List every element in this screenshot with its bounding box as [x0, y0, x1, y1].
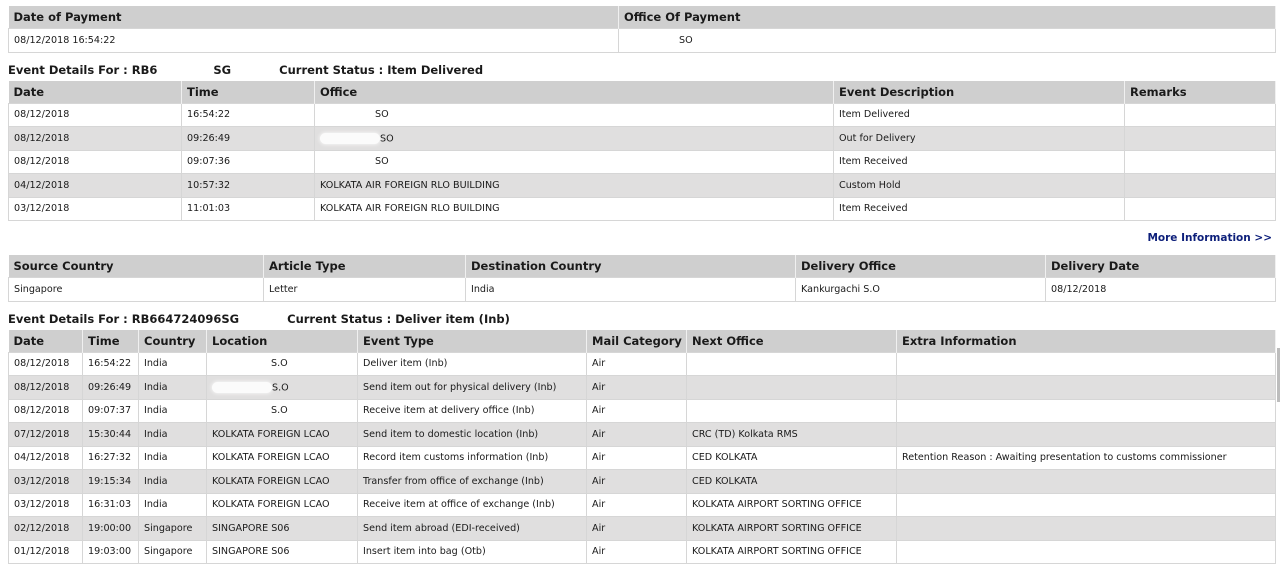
cell-country: India: [139, 446, 207, 470]
cell-remarks: [1125, 150, 1276, 174]
cell-destination-country: India: [466, 278, 796, 302]
event2-label: Event Details For : RB664724096SG: [8, 311, 240, 326]
cell-location: SINGAPORE S06: [207, 517, 358, 541]
cell-date: 04/12/2018: [9, 446, 83, 470]
table-row: [9, 470, 1276, 494]
cell-next-office: CED KOLKATA: [687, 470, 897, 494]
table-row: [9, 150, 1276, 174]
cell-date: 08/12/2018: [9, 127, 182, 151]
cell-country: India: [139, 376, 207, 400]
cell-office: [315, 127, 834, 151]
payment-office: [619, 29, 1276, 53]
cell-location: SINGAPORE S06: [207, 540, 358, 564]
cell-time: 16:54:22: [83, 352, 139, 376]
cell-event-type: Receive item at delivery office (Inb): [358, 399, 587, 423]
event1-label-suffix: SG: [213, 62, 232, 77]
cell-extra-information: Retention Reason : Awaiting presentation to customs commissioner: [897, 446, 1276, 470]
cell-date: 08/12/2018: [9, 103, 182, 127]
cell-country: Singapore: [139, 517, 207, 541]
table-row: [9, 197, 1276, 221]
cell-location: KOLKATA FOREIGN LCAO: [207, 446, 358, 470]
cell-mail-category: Air: [587, 446, 687, 470]
table-row: [9, 127, 1276, 151]
tracking-page: [8, 6, 1276, 564]
summary-table: [8, 255, 1276, 302]
cell-next-office: CRC (TD) Kolkata RMS: [687, 423, 897, 447]
event2-col-next-office: Next Office: [687, 330, 897, 353]
event2-col-extra-information: Extra Information: [897, 330, 1276, 353]
event2-table: [8, 330, 1276, 565]
cell-date: 02/12/2018: [9, 517, 83, 541]
col-office-of-payment: Office Of Payment: [619, 6, 1276, 29]
table-row: [9, 493, 1276, 517]
cell-mail-category: Air: [587, 399, 687, 423]
cell-country: India: [139, 352, 207, 376]
cell-office: KOLKATA AIR FOREIGN RLO BUILDING: [315, 174, 834, 198]
table-row: [9, 103, 1276, 127]
cell-article-type: Letter: [264, 278, 466, 302]
event1-col-time: Time: [182, 81, 315, 104]
event1-col-description: Event Description: [834, 81, 1125, 104]
cell-remarks: [1125, 127, 1276, 151]
col-date-of-payment: Date of Payment: [9, 6, 619, 29]
cell-mail-category: Air: [587, 540, 687, 564]
cell-office: [315, 150, 834, 174]
event2-col-country: Country: [139, 330, 207, 353]
cell-description: Out for Delivery: [834, 127, 1125, 151]
cell-time: 16:27:32: [83, 446, 139, 470]
cell-time: 19:03:00: [83, 540, 139, 564]
cell-next-office: [687, 352, 897, 376]
cell-date: 04/12/2018: [9, 174, 182, 198]
redacted-mark: [212, 382, 272, 393]
cell-location: KOLKATA FOREIGN LCAO: [207, 470, 358, 494]
cell-location: KOLKATA FOREIGN LCAO: [207, 423, 358, 447]
cell-extra-information: [897, 470, 1276, 494]
payment-office-text: SO: [679, 34, 693, 46]
location-text: S.O: [271, 405, 288, 417]
cell-office: KOLKATA AIR FOREIGN RLO BUILDING: [315, 197, 834, 221]
event2-col-location: Location: [207, 330, 358, 353]
cell-next-office: [687, 376, 897, 400]
cell-mail-category: Air: [587, 352, 687, 376]
table-row: [9, 446, 1276, 470]
cell-time: 09:26:49: [182, 127, 315, 151]
table-row: [9, 540, 1276, 564]
event2-col-date: Date: [9, 330, 83, 353]
cell-remarks: [1125, 103, 1276, 127]
col-article-type: Article Type: [264, 255, 466, 278]
event2-col-event-type: Event Type: [358, 330, 587, 353]
cell-country: Singapore: [139, 540, 207, 564]
event2-col-time: Time: [83, 330, 139, 353]
cell-date: 08/12/2018: [9, 352, 83, 376]
cell-time: 09:26:49: [83, 376, 139, 400]
cell-date: 03/12/2018: [9, 493, 83, 517]
cell-date: 08/12/2018: [9, 150, 182, 174]
cell-description: Item Received: [834, 197, 1125, 221]
cell-delivery-date: 08/12/2018: [1046, 278, 1276, 302]
payment-date: 08/12/2018 16:54:22: [9, 29, 619, 53]
event1-col-remarks: Remarks: [1125, 81, 1276, 104]
table-row: [9, 376, 1276, 400]
cell-description: Custom Hold: [834, 174, 1125, 198]
cell-date: 01/12/2018: [9, 540, 83, 564]
more-information-link[interactable]: More Information >>: [1147, 232, 1272, 244]
cell-country: India: [139, 493, 207, 517]
cell-extra-information: [897, 399, 1276, 423]
cell-country: India: [139, 399, 207, 423]
table-row: [9, 278, 1276, 302]
cell-date: 03/12/2018: [9, 197, 182, 221]
col-source-country: Source Country: [9, 255, 264, 278]
cell-date: 03/12/2018: [9, 470, 83, 494]
event2-col-mail-category: Mail Category: [587, 330, 687, 353]
event1-table: [8, 81, 1276, 222]
office-text: SO: [375, 109, 389, 121]
col-delivery-office: Delivery Office: [796, 255, 1046, 278]
cell-next-office: [687, 399, 897, 423]
col-delivery-date: Delivery Date: [1046, 255, 1276, 278]
cell-extra-information: [897, 517, 1276, 541]
table-row: [9, 352, 1276, 376]
table-row: [9, 174, 1276, 198]
redacted-mark: [320, 133, 380, 144]
cell-location: [207, 399, 358, 423]
cell-time: 09:07:37: [83, 399, 139, 423]
table-row: [9, 423, 1276, 447]
cell-country: India: [139, 470, 207, 494]
cell-location: [207, 376, 358, 400]
cell-office: [315, 103, 834, 127]
event2-status: Current Status : Deliver item (Inb): [287, 311, 510, 326]
cell-country: India: [139, 423, 207, 447]
cell-event-type: Deliver item (Inb): [358, 352, 587, 376]
cell-time: 09:07:36: [182, 150, 315, 174]
cell-next-office: CED KOLKATA: [687, 446, 897, 470]
cell-date: 07/12/2018: [9, 423, 83, 447]
table-row: [9, 399, 1276, 423]
cell-date: 08/12/2018: [9, 399, 83, 423]
cell-event-type: Receive item at office of exchange (Inb): [358, 493, 587, 517]
cell-mail-category: Air: [587, 517, 687, 541]
cell-time: 19:00:00: [83, 517, 139, 541]
cell-next-office: KOLKATA AIRPORT SORTING OFFICE: [687, 517, 897, 541]
cell-source-country: Singapore: [9, 278, 264, 302]
cell-location: KOLKATA FOREIGN LCAO: [207, 493, 358, 517]
event1-col-date: Date: [9, 81, 182, 104]
cell-event-type: Record item customs information (Inb): [358, 446, 587, 470]
cell-description: Item Received: [834, 150, 1125, 174]
location-text: S.O: [272, 382, 289, 393]
cell-remarks: [1125, 174, 1276, 198]
cell-mail-category: Air: [587, 376, 687, 400]
cell-event-type: Send item out for physical delivery (Inb): [358, 376, 587, 400]
cell-time: 16:54:22: [182, 103, 315, 127]
col-destination-country: Destination Country: [466, 255, 796, 278]
cell-time: 10:57:32: [182, 174, 315, 198]
event1-heading: [8, 59, 1276, 81]
cell-time: 11:01:03: [182, 197, 315, 221]
event1-col-office: Office: [315, 81, 834, 104]
cell-description: Item Delivered: [834, 103, 1125, 127]
cell-extra-information: [897, 540, 1276, 564]
cell-event-type: Send item abroad (EDI-received): [358, 517, 587, 541]
cell-next-office: KOLKATA AIRPORT SORTING OFFICE: [687, 540, 897, 564]
cell-time: 16:31:03: [83, 493, 139, 517]
cell-extra-information: [897, 352, 1276, 376]
cell-extra-information: [897, 493, 1276, 517]
cell-event-type: Insert item into bag (Otb): [358, 540, 587, 564]
cell-remarks: [1125, 197, 1276, 221]
cell-delivery-office: Kankurgachi S.O: [796, 278, 1046, 302]
office-text: SO: [380, 133, 394, 144]
cell-date: 08/12/2018: [9, 376, 83, 400]
table-row: [9, 517, 1276, 541]
event2-heading: [8, 308, 1276, 330]
cell-location: [207, 352, 358, 376]
cell-next-office: KOLKATA AIRPORT SORTING OFFICE: [687, 493, 897, 517]
office-text: SO: [375, 156, 389, 168]
cell-time: 19:15:34: [83, 470, 139, 494]
location-text: S.O: [271, 358, 288, 370]
cell-extra-information: [897, 376, 1276, 400]
event1-label: Event Details For : RB6: [8, 62, 158, 77]
event1-status: Current Status : Item Delivered: [279, 62, 484, 77]
payment-table: [8, 6, 1276, 53]
cell-extra-information: [897, 423, 1276, 447]
cell-time: 15:30:44: [83, 423, 139, 447]
cell-mail-category: Air: [587, 423, 687, 447]
cell-event-type: Send item to domestic location (Inb): [358, 423, 587, 447]
cell-mail-category: Air: [587, 493, 687, 517]
cell-mail-category: Air: [587, 470, 687, 494]
cell-event-type: Transfer from office of exchange (Inb): [358, 470, 587, 494]
